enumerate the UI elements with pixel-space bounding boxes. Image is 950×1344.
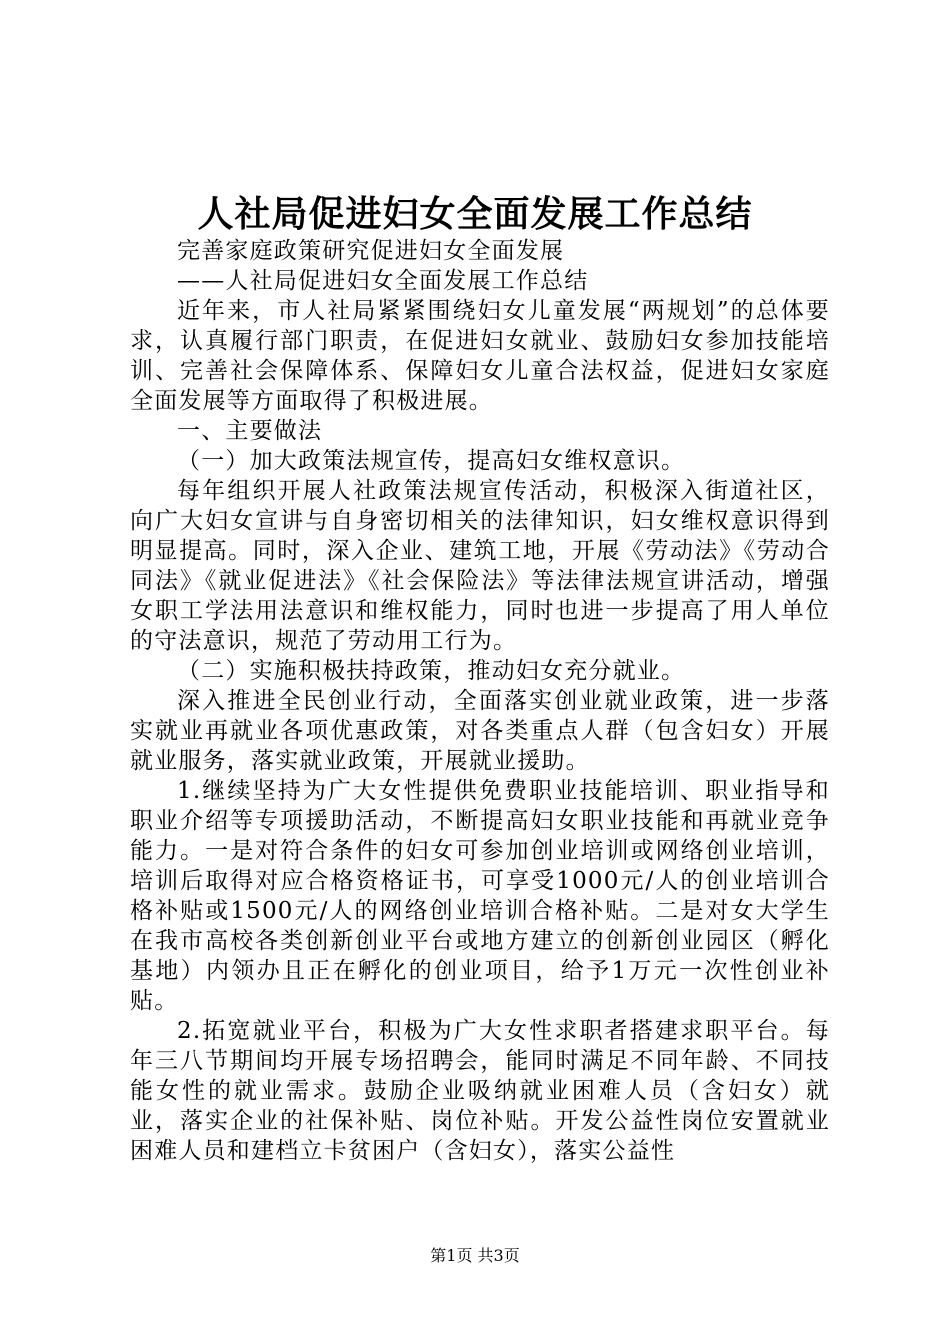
subsection-heading-2: （二）实施积极扶持政策，推动妇女充分就业。 [177, 658, 686, 684]
paragraph-subtitle-dash: ——人社局促进妇女全面发展工作总结 [177, 268, 589, 294]
paragraph-publicity: 每年组织开展人社政策法规宣传活动，积极深入街道社区，向广大妇女宣讲与自身密切相关的法律知识，妇女维权意识得到明显提高。同时，深入企业、建筑工地，开展《劳动法》《劳动合同法》《就业促进法》《社会保险法》等法律法规宣讲活动，增强女职工学法用法意识和维权能力，同时也进一步提高了用人单位的守法意识，规范了劳动用工行为。 [130, 478, 830, 654]
paragraph-item-1: 1.继续坚持为广大女性提供免费职业技能培训、职业指导和职业介绍等专项援助活动，不断提高妇女职业技能和再就业竞争能力。一是对符合条件的妇女可参加创业培训或网络创业培训，培训后取得对应合格资格证书，可享受1000元/人的创业培训合格补贴或1500元/人的网络创业培训合格补贴。二是对女大学生在我市高校各类创新创业平台或地方建立的创新创业园区（孵化基地）内领办且正在孵化的创业项目，给予1万元一次性创业补贴。 [130, 778, 830, 1014]
document-body [130, 236, 830, 1166]
paragraph-employment: 深入推进全民创业行动，全面落实创业就业政策，进一步落实就业再就业各项优惠政策，对各类重点人群（包含妇女）开展就业服务，落实就业政策，开展就业援助。 [130, 688, 830, 774]
section-heading: 一、主要做法 [177, 418, 323, 444]
paragraph-subtitle: 完善家庭政策研究促进妇女全面发展 [177, 238, 565, 264]
document-title: 人社局促进妇女全面发展工作总结 [197, 194, 753, 235]
page-footer: 第1页 共3页 [430, 1246, 520, 1265]
subsection-heading-1: （一）加大政策法规宣传，提高妇女维权意识。 [177, 448, 686, 474]
paragraph-item-2: 2.拓宽就业平台，积极为广大女性求职者搭建求职平台。每年三八节期间均开展专场招聘会，能同时满足不同年龄、不同技能女性的就业需求。鼓励企业吸纳就业困难人员（含妇女）就业，落实企业的社保补贴、岗位补贴。开发公益性岗位安置就业困难人员和建档立卡贫困户（含妇女），落实公益性 [130, 1018, 830, 1164]
paragraph-intro: 近年来，市人社局紧紧围绕妇女儿童发展“两规划”的总体要求，认真履行部门职责，在促进妇女就业、鼓励妇女参加技能培训、完善社会保障体系、保障妇女儿童合法权益，促进妇女家庭全面发展等方面取得了积极进展。 [130, 298, 830, 414]
